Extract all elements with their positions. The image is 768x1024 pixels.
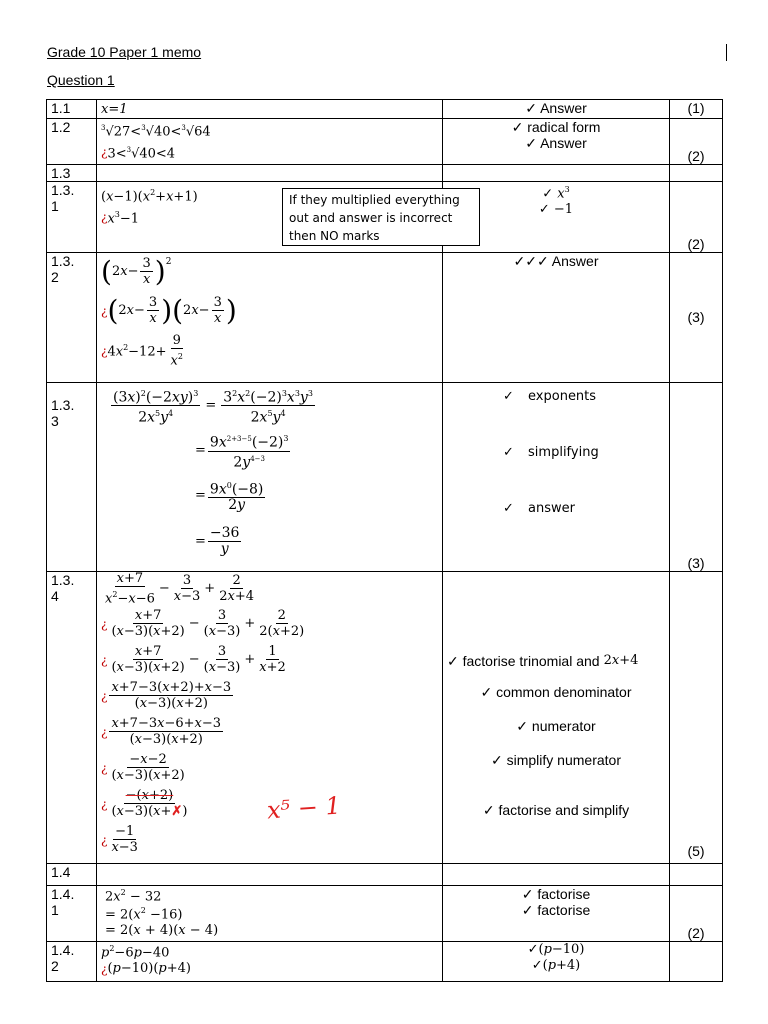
mark-allocation: ✓(p−10) ✓(p+4): [443, 941, 670, 981]
working: $(x-1)(x^2+x+1)$ ¿ $x^3-1$ If they multiplied everything out and answer is incorrect then NO marks: [97, 181, 443, 252]
mark-item: ✓ factorise: [521, 885, 591, 902]
question-number: 1.3: [47, 164, 97, 181]
mark-item: ✓ factorise trinomial and: [447, 653, 600, 670]
table-row: [47, 164, 723, 181]
mark-item: ✓ radical form: [511, 119, 601, 135]
question-number: 1.4: [47, 863, 97, 885]
mark-item: ✓ Answer: [525, 135, 587, 151]
working: $2x^2 - 32$ = $2(x^2 -16)$ = 2(x + 4)(x − 4): [97, 885, 443, 941]
mark-item: simplifying: [528, 444, 599, 460]
points: (2): [670, 885, 723, 941]
text-cursor: [726, 44, 727, 61]
table-row: [47, 885, 723, 941]
table-row: [47, 252, 723, 382]
points: (3): [670, 382, 723, 571]
points: (2): [670, 119, 723, 165]
mark-allocation: ✓ factorise trinomial and 2x+4 ✓ common denominator ✓ numerator ✓ simplify numerator ✓ factorise and simplify: [443, 571, 670, 863]
mark-item: ✓ factorise and simplify: [482, 802, 630, 819]
points: (5): [670, 571, 723, 863]
question-number: 1.3. 4: [47, 571, 97, 863]
working: $^3$√27<$^3$√40<$^3$√64 ¿ 3<$^3$√40<4: [97, 119, 443, 165]
mark-item: ✓ factorise: [521, 901, 591, 918]
table-row: [47, 571, 723, 863]
memo-table: [46, 99, 723, 982]
working: $\frac{(3x)^2(-2xy)^3}{2x^5y^4}$ = $\frac{3^2x^2(-2)^3x^3y^3}{2x^5y^4}$ = $\frac{9x^{2+3-5}(-2)^3}{2y^{4-3}}$ = $\frac{9x^0(-8)}{2y}$ = $\frac{-36}{y}$: [97, 382, 443, 571]
question-number: 1.4. 2: [47, 941, 97, 981]
question-number: 1.2: [47, 119, 97, 165]
table-row: [47, 382, 723, 571]
mark-allocation: ✓ $x^3$ ✓ −1: [443, 181, 670, 252]
table-row: [47, 941, 723, 981]
question-number: 1.3. 2: [47, 252, 97, 382]
table-row: [47, 863, 723, 885]
mark-item: answer: [528, 500, 575, 516]
mark-item: exponents: [528, 388, 597, 404]
mark-allocation: ✓ Answer: [443, 100, 670, 119]
working: $\frac{x+7}{x^2-x-6}$ − $\frac{3}{x-3}$ + $\frac{2}{2x+4}$ ¿ $\frac{x+7}{(x-3)(x+2)}$ − $\frac{3}{(x-3)}$ + $\frac{2}{2(x+2)}$ ¿ $\frac{x+7}{(x-3)(x+2)}$ − $\frac{3}{(x-3)}$ + $\frac{1}{x+2}$ ¿ $\frac{x+7-3(x+2)+x-3}{(x-3)(x+2)}$ ¿ $\frac{x+7-3x-6+x-3}{(x-3)(x+2)}$ ¿ $\frac{-x-2}{(x-3)(x+2)}$ ¿ $\frac{-(x+2)}{(x-3)(x+✗)}$ ¿ $\frac{-1}{x-3}$ x⁵ − 1: [97, 571, 443, 863]
working: ( 2x− $\frac{3}{x}$ ) $^2$ ¿ ( 2x− $\frac{3}{x}$ )( 2x− $\frac{3}{x}$ ) ¿ $4x^2-12+$ $\frac{9}{x^2}$: [97, 252, 443, 382]
mark-item: ✓ common denominator: [480, 684, 632, 701]
working: $p^2-6p-40$ ¿ (p−10)(p+4): [97, 941, 443, 981]
mark-allocation: ✓ exponents ✓ simplifying ✓ answer: [443, 382, 670, 571]
question-heading: Question 1: [47, 72, 115, 88]
working: x=1: [97, 100, 443, 119]
question-number: 1.3. 1: [47, 181, 97, 252]
marking-note: If they multiplied everything out and answer is incorrect then NO marks: [282, 188, 480, 246]
table-row: [47, 100, 723, 119]
table-row: [47, 181, 723, 252]
handwritten-annotation: x⁵ − 1: [266, 791, 342, 825]
mark-allocation: ✓✓✓ Answer: [443, 252, 670, 382]
question-number: 1.4. 1: [47, 885, 97, 941]
table-row: [47, 119, 723, 165]
mark-allocation: [443, 119, 670, 165]
question-number: 1.3. 3: [47, 382, 97, 571]
question-number: 1.1: [47, 100, 97, 119]
points: (1): [670, 100, 723, 119]
mark-allocation: [443, 885, 670, 941]
mark-item: ✓ simplify numerator: [491, 752, 621, 769]
points: (3): [670, 252, 723, 382]
document-title: Grade 10 Paper 1 memo: [47, 44, 202, 60]
mark-item: ✓ numerator: [516, 718, 596, 735]
points: (2): [670, 181, 723, 252]
